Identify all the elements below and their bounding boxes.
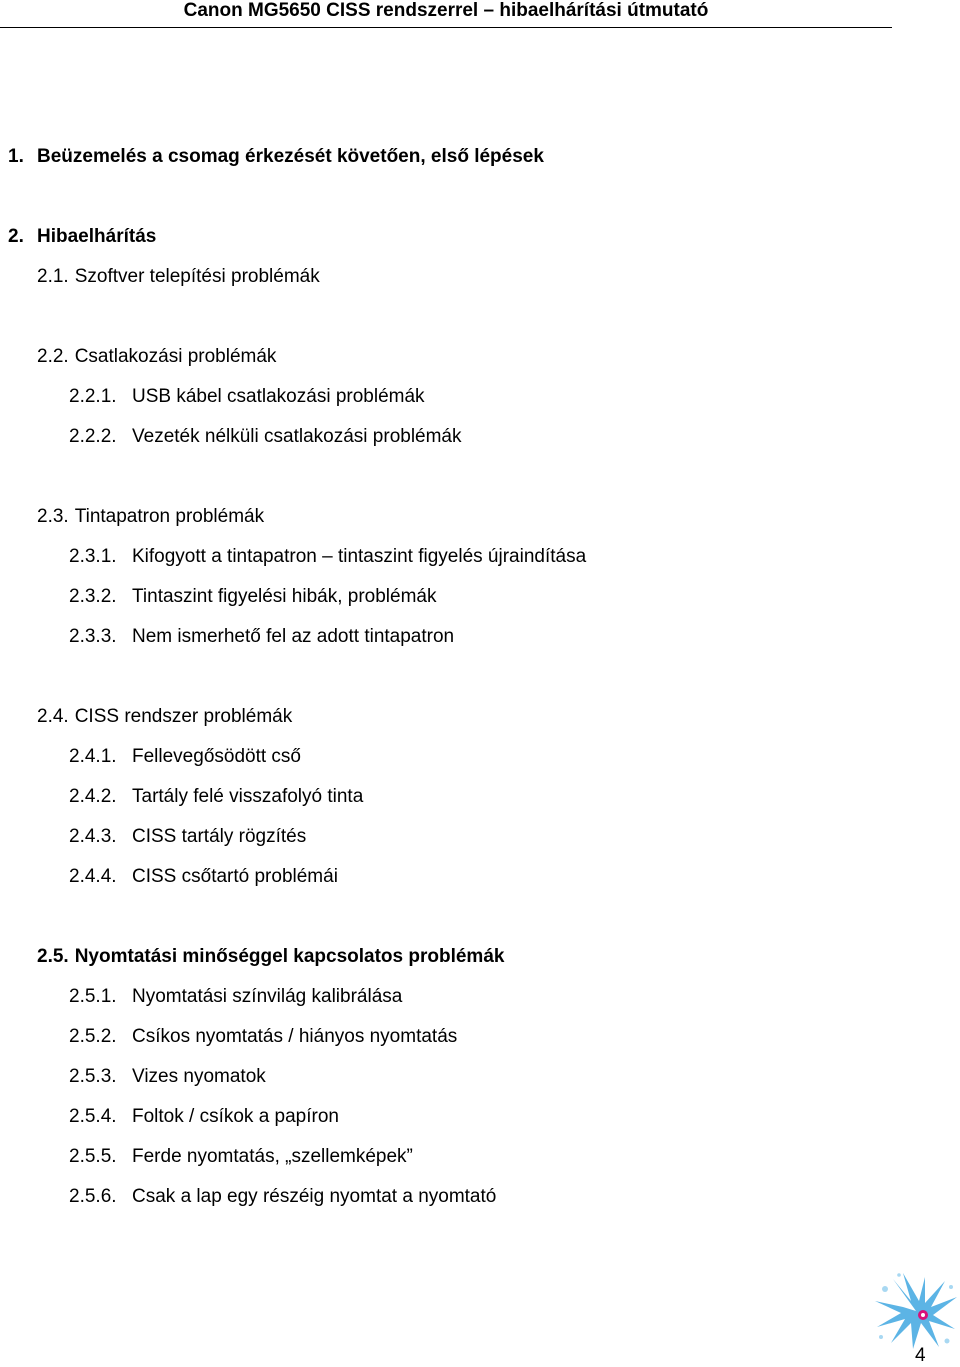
toc-title: Tintaszint figyelési hibák, problémák [132, 586, 437, 607]
toc-number: 2.5.4. [69, 1106, 117, 1127]
toc-entry-2-4-2[interactable] [69, 785, 363, 809]
toc-title: CISS rendszer problémák [74, 706, 293, 727]
toc-number: 2.1. [37, 266, 69, 287]
toc-title: Tartály felé visszafolyó tinta [132, 786, 364, 807]
toc-title: CISS csőtartó problémái [132, 866, 338, 887]
toc-entry-2-5[interactable] [37, 945, 504, 969]
toc-entry-2-4-1[interactable] [69, 745, 301, 769]
toc-entry-2-5-1[interactable] [69, 985, 402, 1009]
toc-entry-2-3[interactable] [37, 505, 264, 529]
toc-entry-2-4-3[interactable] [69, 825, 306, 849]
toc-number: 2.2. [37, 346, 69, 367]
toc-title: Csak a lap egy részéig nyomtat a nyomtató [132, 1186, 497, 1207]
toc-number: 2.3. [37, 506, 69, 527]
header-title: Canon MG5650 CISS rendszerrel – hibaelhárítási útmutató [183, 0, 709, 21]
toc-number: 2.3.3. [69, 626, 117, 647]
toc-entry-2-5-5[interactable] [69, 1145, 413, 1169]
toc-number: 2.5.6. [69, 1186, 117, 1207]
toc-number: 2.2.1. [69, 386, 117, 407]
toc-title: Csatlakozási problémák [74, 346, 277, 367]
toc-entry-2-5-6[interactable] [69, 1185, 496, 1209]
toc-number: 2.5. [37, 946, 69, 967]
toc-entry-2[interactable] [8, 225, 156, 249]
toc-number: 2.4.2. [69, 786, 117, 807]
toc-entry-2-5-4[interactable] [69, 1105, 339, 1129]
toc-title: Vizes nyomatok [132, 1066, 266, 1087]
toc-entry-2-4[interactable] [37, 705, 292, 729]
toc-title: Fellevegősödött cső [132, 746, 301, 767]
toc-entry-2-3-2[interactable] [69, 585, 437, 609]
toc-title: Ferde nyomtatás, „szellemképek” [132, 1146, 413, 1167]
page-number: 4 [915, 1345, 926, 1366]
toc-title: Vezeték nélküli csatlakozási problémák [132, 426, 462, 447]
toc-number: 2.5.3. [69, 1066, 117, 1087]
toc-entry-2-5-3[interactable] [69, 1065, 266, 1089]
toc-entry-2-4-4[interactable] [69, 865, 338, 889]
toc-title: USB kábel csatlakozási problémák [132, 386, 425, 407]
toc-number: 2. [8, 226, 24, 247]
toc-entry-1[interactable] [8, 145, 544, 169]
toc-number: 2.2.2. [69, 426, 117, 447]
toc-title: Kifogyott a tintapatron – tintaszint figyelés újraindítása [132, 546, 587, 567]
toc-title: CISS tartály rögzítés [132, 826, 307, 847]
toc-number: 2.4. [37, 706, 69, 727]
toc-number: 2.5.2. [69, 1026, 117, 1047]
toc-number: 2.3.2. [69, 586, 117, 607]
toc-title: Nyomtatási minőséggel kapcsolatos problémák [74, 946, 505, 967]
toc-number: 2.4.1. [69, 746, 117, 767]
toc-title: Tintapatron problémák [74, 506, 265, 527]
toc-number: 2.5.1. [69, 986, 117, 1007]
toc-entry-2-2[interactable] [37, 345, 276, 369]
toc-number: 1. [8, 146, 24, 167]
toc-title: Nem ismerhető fel az adott tintapatron [132, 626, 455, 647]
splash-logo-icon [873, 1271, 959, 1351]
toc-title: Nyomtatási színvilág kalibrálása [132, 986, 403, 1007]
toc-number: 2.4.3. [69, 826, 117, 847]
toc-title: Beüzemelés a csomag érkezését követően, első lépések [37, 146, 544, 167]
toc-entry-2-3-3[interactable] [69, 625, 454, 649]
toc-entry-2-2-1[interactable] [69, 385, 425, 409]
toc-title: Hibaelhárítás [37, 226, 157, 247]
toc-entry-2-3-1[interactable] [69, 545, 586, 569]
toc-title: Szoftver telepítési problémák [74, 266, 320, 287]
toc-entry-2-1[interactable] [37, 265, 320, 289]
toc-title: Foltok / csíkok a papíron [132, 1106, 339, 1127]
toc-number: 2.3.1. [69, 546, 117, 567]
toc-entry-2-2-2[interactable] [69, 425, 462, 449]
toc-number: 2.5.5. [69, 1146, 117, 1167]
toc-entry-2-5-2[interactable] [69, 1025, 457, 1049]
toc-title: Csíkos nyomtatás / hiányos nyomtatás [132, 1026, 458, 1047]
toc-number: 2.4.4. [69, 866, 117, 887]
